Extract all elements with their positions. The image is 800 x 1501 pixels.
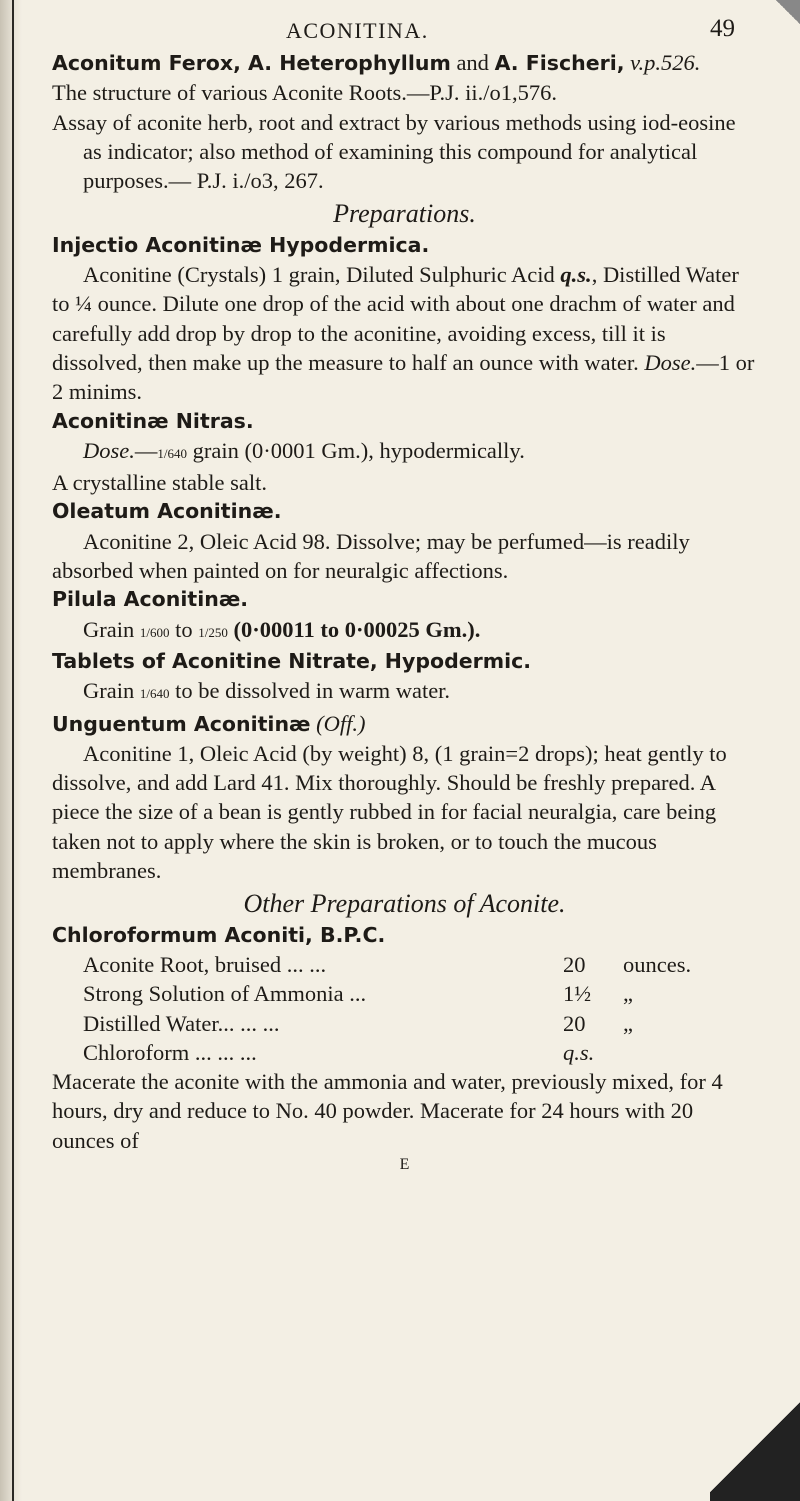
heading-injectio: Injectio Aconitinæ Hypodermica. [52, 232, 430, 257]
section-title-other-preparations: Other Preparations of Aconite. [243, 889, 566, 919]
paragraph-unguentum: Aconitine 1, Oleic Acid (by weight) 8, (1 grain=2 drops); heat gently to dissolve, and add Lard 41. Mix thoroughly. Should be freshly prepared. A piece the size of a bean is gently rubbed in for facial neuralgia, care being taken not to apply where the skin is broken, or to touch the mucous membranes. [52, 740, 727, 884]
heading-chloroformum: Chloroformum Aconiti, B.P.C. [52, 922, 386, 947]
section-title-preparations: Preparations. [333, 199, 476, 229]
signature-mark: E [399, 1155, 410, 1173]
paragraph-pilula: Grain 1/600 to 1/250 (0·00011 to 0·00025 Gm.). [83, 616, 481, 642]
paragraph-tablets: Grain 1/640 to be dissolved in warm water. [83, 678, 451, 704]
heading-nitras: Aconitinæ Nitras. [52, 408, 254, 433]
page-number: 49 [710, 15, 735, 42]
running-title: ACONITINA. [286, 18, 429, 43]
paragraph-assay: Assay of aconite herb, root and extract by various methods using iod-eosine as indicator; also method of examining this compound for analytical purposes.— P.J. i./o3, 267. [52, 109, 736, 194]
heading-pilula: Pilula Aconitinæ. [52, 587, 249, 612]
table-row: Chloroform ... ... ... q.s. [83, 1039, 595, 1065]
paragraph-root-structure: The structure of various Aconite Roots.—P.J. ii./o1,576. [52, 80, 557, 106]
heading-unguentum: Unguentum Aconitinæ (Off.) [52, 710, 366, 736]
paragraph-injectio: Aconitine (Crystals) 1 grain, Diluted Sulphuric Acid q.s., Distilled Water to ¼ ounce. Dilute one drop of the acid with about one drachm of water and carefully add drop by drop to the aconitine, avoiding excess, till it is dissolved, then make up the measure to half an ounce with water. Dose.—1 or 2 minims. [52, 262, 755, 405]
page-text [52, 14, 757, 1175]
page-corner-top [760, 0, 800, 40]
heading-oleatum: Oleatum Aconitinæ. [52, 499, 282, 524]
paragraph-chloroformum: Macerate the aconite with the ammonia and water, previously mixed, for 4 hours, dry and reduce to No. 40 powder. Macerate for 24 hours with 20 ounces of [52, 1069, 723, 1153]
page-corner-bottom [710, 1331, 800, 1501]
table-row: Aconite Root, bruised ... ... 20 ounces. [83, 951, 692, 977]
running-head [52, 14, 757, 48]
heading-tablets: Tablets of Aconitine Nitrate, Hypodermic. [52, 648, 532, 673]
paragraph-oleatum: Aconitine 2, Oleic Acid 98. Dissolve; may be perfumed—is readily absorbed when painted on for neuralgic affections. [52, 528, 690, 584]
table-row: Strong Solution of Ammonia ... 1½ „ [83, 981, 633, 1007]
book-spine-shadow [0, 0, 22, 1501]
entry-aconitum-ferox: Aconitum Ferox, A. Heterophyllum and A. Fischeri, v.p.526. [52, 50, 701, 75]
table-row: Distilled Water... ... ... 20 „ [83, 1010, 633, 1036]
recipe-table [83, 950, 757, 1067]
paragraph-nitras-dose: Dose.—1/640 grain (0·0001 Gm.), hypodermically. [83, 437, 525, 463]
paragraph-nitras-desc: A crystalline stable salt. [52, 470, 267, 496]
